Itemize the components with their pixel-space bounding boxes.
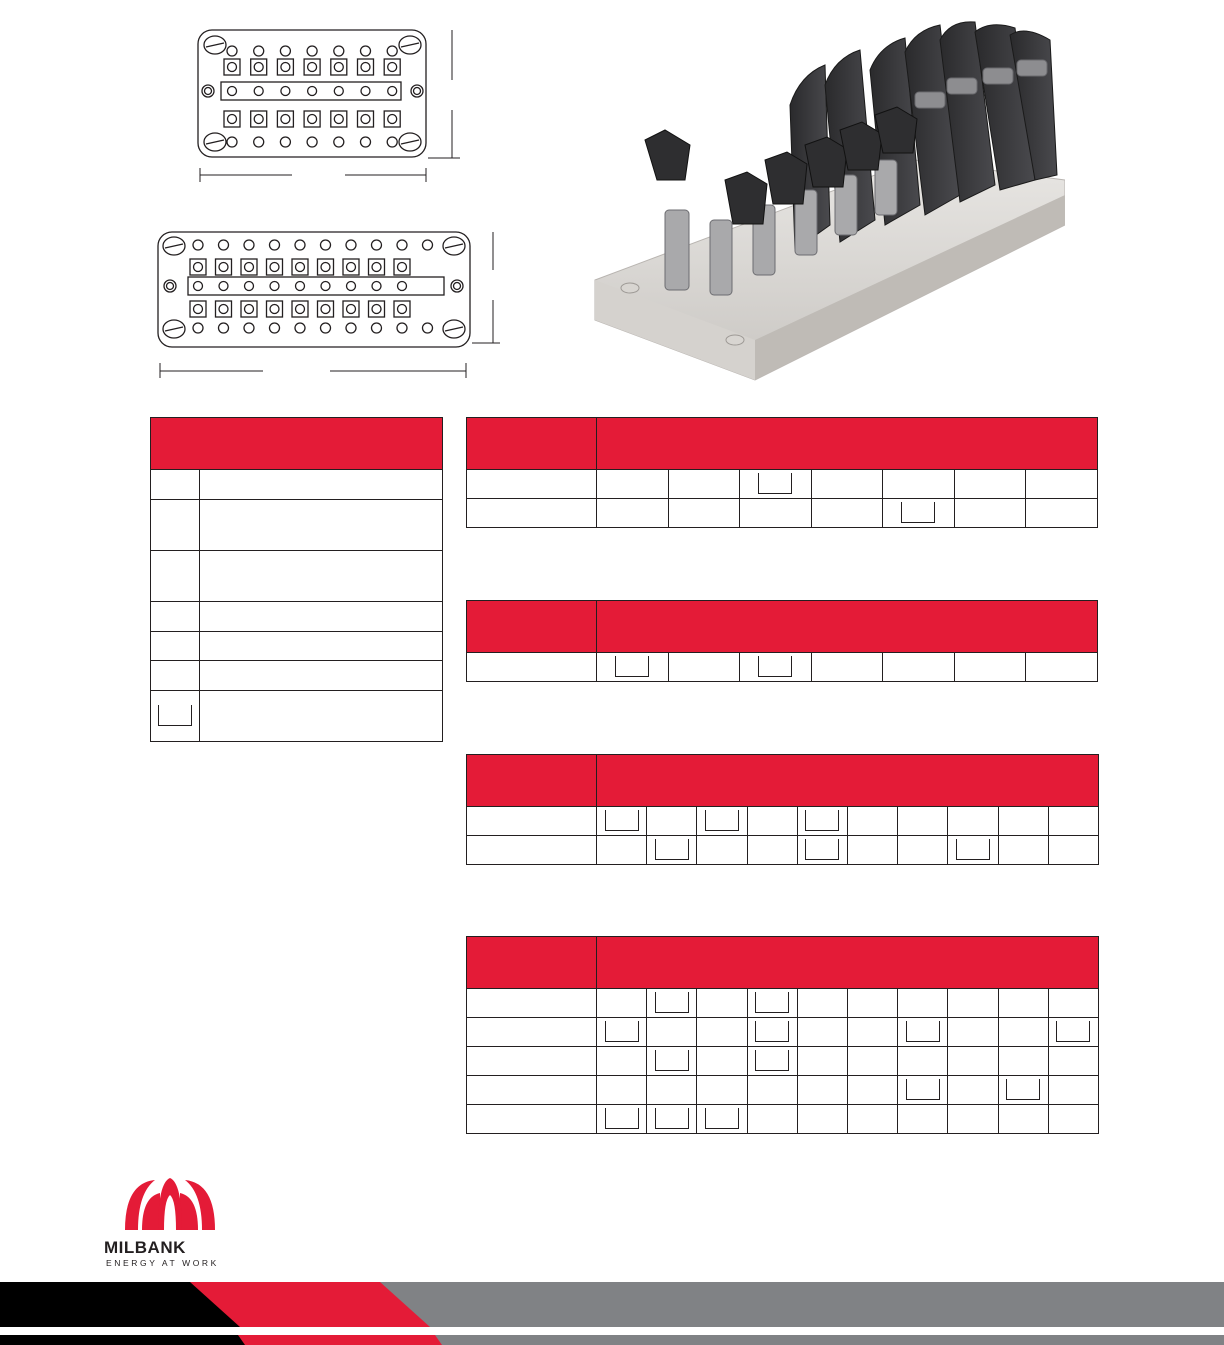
position-cell bbox=[797, 1018, 847, 1047]
terminal-hole bbox=[361, 46, 371, 56]
terminal-hole bbox=[193, 240, 203, 250]
position-cell bbox=[898, 836, 948, 865]
configuration-table-1 bbox=[466, 417, 1098, 528]
jaw-screw bbox=[321, 305, 330, 314]
position-cell bbox=[668, 499, 740, 528]
legend-description-cell bbox=[200, 602, 443, 632]
position-cell bbox=[747, 807, 797, 836]
position-cell bbox=[740, 470, 812, 499]
test-switch-product-photo bbox=[585, 20, 1065, 395]
table-header-row bbox=[467, 418, 1098, 470]
open-jaw-symbol bbox=[1056, 1021, 1090, 1042]
jaw-screw bbox=[334, 63, 343, 72]
footer-band bbox=[0, 1282, 1224, 1345]
jaw-screw bbox=[361, 115, 370, 124]
terminal-hole bbox=[280, 137, 290, 147]
table-header-row bbox=[467, 601, 1098, 653]
bar-hole bbox=[321, 282, 330, 291]
terminal-hole bbox=[307, 46, 317, 56]
position-cell bbox=[847, 1018, 897, 1047]
terminal-hole bbox=[361, 137, 371, 147]
jaw-terminal bbox=[384, 59, 400, 75]
bar-hole bbox=[254, 87, 263, 96]
bar-hole bbox=[296, 282, 305, 291]
position-cell bbox=[954, 653, 1026, 682]
jaw-terminal bbox=[190, 259, 206, 275]
jaw-screw bbox=[219, 263, 228, 272]
legend-symbol-cell bbox=[151, 500, 200, 551]
open-jaw-symbol bbox=[755, 992, 789, 1013]
legend-header-cell bbox=[151, 418, 443, 470]
position-cell bbox=[597, 1047, 647, 1076]
header-label-cell bbox=[467, 937, 597, 989]
open-jaw-symbol bbox=[705, 1108, 739, 1129]
bar-hole bbox=[194, 282, 203, 291]
terminal-hole bbox=[423, 323, 433, 333]
bar-hole bbox=[388, 87, 397, 96]
header-label-cell bbox=[467, 418, 597, 470]
position-cell bbox=[747, 1047, 797, 1076]
terminal-hole bbox=[321, 323, 331, 333]
position-cell bbox=[797, 989, 847, 1018]
header-positions-cell bbox=[597, 418, 1098, 470]
row-label-cell bbox=[467, 1076, 597, 1105]
table-row bbox=[467, 807, 1099, 836]
jaw-terminal bbox=[358, 111, 374, 127]
jaw-terminal bbox=[304, 59, 320, 75]
legend-table bbox=[150, 417, 443, 742]
position-cell bbox=[847, 1105, 897, 1134]
position-cell bbox=[1048, 1105, 1098, 1134]
jaw-terminal bbox=[216, 301, 232, 317]
terminal-hole bbox=[280, 46, 290, 56]
terminal-hole bbox=[254, 46, 264, 56]
open-jaw-symbol bbox=[605, 1108, 639, 1129]
position-cell bbox=[998, 836, 1048, 865]
position-cell bbox=[597, 989, 647, 1018]
position-cell bbox=[811, 470, 883, 499]
legend-symbol-cell bbox=[151, 470, 200, 500]
jaw-terminal bbox=[292, 301, 308, 317]
terminal-hole bbox=[387, 46, 397, 56]
table-row bbox=[467, 470, 1098, 499]
jaw-terminal bbox=[251, 59, 267, 75]
row-label-cell bbox=[467, 1105, 597, 1134]
position-cell bbox=[740, 499, 812, 528]
jaw-screw bbox=[388, 63, 397, 72]
terminal-hole bbox=[346, 240, 356, 250]
bar-hole bbox=[334, 87, 343, 96]
position-cell bbox=[847, 1047, 897, 1076]
jaw-terminal bbox=[251, 111, 267, 127]
jaw-terminal bbox=[318, 259, 334, 275]
open-jaw-symbol bbox=[906, 1079, 940, 1100]
position-cell bbox=[697, 807, 747, 836]
position-cell bbox=[747, 989, 797, 1018]
terminal-hole bbox=[346, 323, 356, 333]
terminal-hole bbox=[295, 323, 305, 333]
open-jaw-symbol bbox=[655, 992, 689, 1013]
open-jaw-symbol bbox=[605, 1021, 639, 1042]
open-jaw-symbol bbox=[755, 1021, 789, 1042]
position-cell bbox=[697, 1018, 747, 1047]
jaw-terminal bbox=[216, 259, 232, 275]
bar-hole bbox=[398, 282, 407, 291]
position-cell bbox=[898, 1047, 948, 1076]
open-jaw-symbol bbox=[705, 810, 739, 831]
jaw-terminal bbox=[384, 111, 400, 127]
nine-position-block-drawing bbox=[150, 225, 500, 385]
terminal-hole bbox=[254, 137, 264, 147]
bar-hole bbox=[270, 282, 279, 291]
jaw-screw bbox=[398, 305, 407, 314]
row-label-cell bbox=[467, 653, 597, 682]
jaw-terminal bbox=[318, 301, 334, 317]
position-cell bbox=[697, 1047, 747, 1076]
jaw-terminal bbox=[224, 59, 240, 75]
jaw-screw bbox=[361, 63, 370, 72]
position-cell bbox=[1048, 989, 1098, 1018]
terminal-hole bbox=[423, 240, 433, 250]
position-cell bbox=[1048, 1076, 1098, 1105]
terminal-hole bbox=[307, 137, 317, 147]
jaw-terminal bbox=[331, 59, 347, 75]
position-cell bbox=[647, 989, 697, 1018]
position-cell bbox=[668, 470, 740, 499]
position-cell bbox=[747, 1076, 797, 1105]
position-cell bbox=[647, 1047, 697, 1076]
position-cell bbox=[847, 836, 897, 865]
jaw-screw bbox=[388, 115, 397, 124]
jaw-screw bbox=[245, 305, 254, 314]
terminal-hole bbox=[270, 323, 280, 333]
table-row bbox=[467, 1105, 1099, 1134]
open-jaw-symbol bbox=[805, 810, 839, 831]
open-jaw-symbol bbox=[956, 839, 990, 860]
jaw-terminal bbox=[277, 111, 293, 127]
row-label-cell bbox=[467, 1047, 597, 1076]
open-jaw-symbol bbox=[901, 502, 935, 523]
position-cell bbox=[1048, 1018, 1098, 1047]
position-cell bbox=[998, 1105, 1048, 1134]
seven-position-block-drawing bbox=[190, 25, 470, 185]
terminal-hole bbox=[321, 240, 331, 250]
position-cell bbox=[1026, 499, 1098, 528]
position-cell bbox=[954, 470, 1026, 499]
position-cell bbox=[883, 470, 955, 499]
position-cell bbox=[597, 1076, 647, 1105]
jaw-terminal bbox=[241, 259, 257, 275]
table-row bbox=[467, 989, 1099, 1018]
position-cell bbox=[697, 1076, 747, 1105]
table-row bbox=[467, 499, 1098, 528]
position-cell bbox=[597, 836, 647, 865]
brand-name: MILBANK bbox=[104, 1238, 186, 1257]
jaw-screw bbox=[228, 115, 237, 124]
jaw-terminal bbox=[369, 301, 385, 317]
open-jaw-symbol bbox=[755, 1050, 789, 1071]
position-cell bbox=[948, 1105, 998, 1134]
legend-symbol-cell bbox=[151, 602, 200, 632]
jaw-terminal bbox=[394, 259, 410, 275]
jaw-terminal bbox=[277, 59, 293, 75]
legend-row bbox=[151, 500, 443, 551]
position-cell bbox=[898, 1018, 948, 1047]
position-cell bbox=[948, 807, 998, 836]
position-cell bbox=[747, 1018, 797, 1047]
position-cell bbox=[747, 1105, 797, 1134]
open-jaw-symbol bbox=[615, 656, 649, 677]
jaw-screw bbox=[321, 263, 330, 272]
jaw-screw bbox=[372, 305, 381, 314]
terminal-hole bbox=[193, 323, 203, 333]
position-cell bbox=[1026, 470, 1098, 499]
jaw-terminal bbox=[331, 111, 347, 127]
position-cell bbox=[898, 989, 948, 1018]
position-cell bbox=[998, 1076, 1048, 1105]
position-cell bbox=[847, 989, 897, 1018]
legend-symbol-cell bbox=[151, 551, 200, 602]
bar-hole bbox=[372, 282, 381, 291]
open-jaw-symbol bbox=[605, 810, 639, 831]
position-cell bbox=[898, 1105, 948, 1134]
open-jaw-symbol bbox=[655, 1108, 689, 1129]
row-label-cell bbox=[467, 499, 597, 528]
position-cell bbox=[1048, 1047, 1098, 1076]
legend-header-row bbox=[151, 418, 443, 470]
position-cell bbox=[740, 653, 812, 682]
terminal-hole bbox=[372, 323, 382, 333]
position-cell bbox=[847, 1076, 897, 1105]
terminal-hole bbox=[295, 240, 305, 250]
open-jaw-symbol bbox=[906, 1021, 940, 1042]
terminal-hole bbox=[227, 137, 237, 147]
jaw-screw bbox=[254, 115, 263, 124]
position-cell bbox=[697, 836, 747, 865]
jaw-screw bbox=[254, 63, 263, 72]
jaw-terminal bbox=[267, 259, 283, 275]
header-label-cell bbox=[467, 755, 597, 807]
open-jaw-symbol bbox=[158, 705, 192, 726]
position-cell bbox=[797, 836, 847, 865]
position-cell bbox=[797, 1076, 847, 1105]
position-cell bbox=[954, 499, 1026, 528]
bar-hole bbox=[245, 282, 254, 291]
table-header-row bbox=[467, 937, 1099, 989]
legend-description-cell bbox=[200, 500, 443, 551]
jaw-screw bbox=[308, 115, 317, 124]
position-cell bbox=[697, 1105, 747, 1134]
position-cell bbox=[898, 1076, 948, 1105]
position-cell bbox=[948, 1018, 998, 1047]
jaw-screw bbox=[270, 305, 279, 314]
position-cell bbox=[747, 836, 797, 865]
bar-hole bbox=[361, 87, 370, 96]
position-cell bbox=[998, 1047, 1048, 1076]
jaw-screw bbox=[308, 63, 317, 72]
terminal-hole bbox=[397, 323, 407, 333]
row-label-cell bbox=[467, 807, 597, 836]
open-jaw-symbol bbox=[758, 656, 792, 677]
jaw-terminal bbox=[369, 259, 385, 275]
legend-row bbox=[151, 470, 443, 500]
legend-symbol-cell bbox=[151, 632, 200, 661]
position-cell bbox=[797, 807, 847, 836]
row-label-cell bbox=[467, 470, 597, 499]
position-cell bbox=[697, 989, 747, 1018]
jaw-terminal bbox=[292, 259, 308, 275]
position-cell bbox=[597, 807, 647, 836]
legend-row bbox=[151, 551, 443, 602]
terminal-hole bbox=[270, 240, 280, 250]
jaw-screw bbox=[372, 263, 381, 272]
terminal-hole bbox=[219, 323, 229, 333]
brand-tagline: ENERGY AT WORK bbox=[106, 1258, 219, 1268]
position-cell bbox=[647, 807, 697, 836]
position-cell bbox=[998, 989, 1048, 1018]
position-cell bbox=[647, 836, 697, 865]
position-cell bbox=[883, 653, 955, 682]
bar-hole bbox=[228, 87, 237, 96]
legend-row bbox=[151, 661, 443, 691]
position-cell bbox=[948, 836, 998, 865]
table-row bbox=[467, 836, 1099, 865]
open-jaw-symbol bbox=[758, 473, 792, 494]
open-jaw-symbol bbox=[655, 1050, 689, 1071]
jaw-terminal bbox=[304, 111, 320, 127]
legend-description-cell bbox=[200, 551, 443, 602]
jaw-screw bbox=[194, 305, 203, 314]
jaw-screw bbox=[398, 263, 407, 272]
jaw-terminal bbox=[224, 111, 240, 127]
terminal-hole bbox=[387, 137, 397, 147]
legend-description-cell bbox=[200, 661, 443, 691]
terminal-hole bbox=[244, 240, 254, 250]
position-cell bbox=[998, 1018, 1048, 1047]
jaw-screw bbox=[281, 63, 290, 72]
header-positions-cell bbox=[597, 601, 1098, 653]
position-cell bbox=[898, 807, 948, 836]
position-cell bbox=[948, 989, 998, 1018]
position-cell bbox=[811, 653, 883, 682]
position-cell bbox=[597, 653, 669, 682]
terminal-hole bbox=[372, 240, 382, 250]
position-cell bbox=[597, 1105, 647, 1134]
position-cell bbox=[797, 1105, 847, 1134]
table-header-row bbox=[467, 755, 1099, 807]
position-cell bbox=[883, 499, 955, 528]
table-row bbox=[467, 653, 1098, 682]
header-label-cell bbox=[467, 601, 597, 653]
terminal-hole bbox=[334, 46, 344, 56]
bar-hole bbox=[347, 282, 356, 291]
header-positions-cell bbox=[597, 937, 1099, 989]
jaw-screw bbox=[281, 115, 290, 124]
position-cell bbox=[1026, 653, 1098, 682]
terminal-hole bbox=[227, 46, 237, 56]
terminal-hole bbox=[219, 240, 229, 250]
jaw-screw bbox=[347, 263, 356, 272]
position-cell bbox=[998, 807, 1048, 836]
jaw-screw bbox=[270, 263, 279, 272]
terminal-hole bbox=[397, 240, 407, 250]
jaw-screw bbox=[334, 115, 343, 124]
position-cell bbox=[1048, 807, 1098, 836]
position-cell bbox=[597, 499, 669, 528]
jaw-terminal bbox=[190, 301, 206, 317]
bar-hole bbox=[219, 282, 228, 291]
position-cell bbox=[647, 1105, 697, 1134]
jaw-screw bbox=[228, 63, 237, 72]
jaw-terminal bbox=[343, 259, 359, 275]
position-cell bbox=[811, 499, 883, 528]
jaw-terminal bbox=[394, 301, 410, 317]
table-row bbox=[467, 1018, 1099, 1047]
position-cell bbox=[948, 1047, 998, 1076]
position-cell bbox=[1048, 836, 1098, 865]
legend-description-cell bbox=[200, 632, 443, 661]
jaw-screw bbox=[245, 263, 254, 272]
jaw-screw bbox=[296, 305, 305, 314]
jaw-terminal bbox=[241, 301, 257, 317]
jaw-screw bbox=[347, 305, 356, 314]
position-cell bbox=[597, 470, 669, 499]
jaw-terminal bbox=[358, 59, 374, 75]
jaw-terminal bbox=[343, 301, 359, 317]
position-cell bbox=[647, 1018, 697, 1047]
table-row bbox=[467, 1047, 1099, 1076]
legend-description-cell bbox=[200, 470, 443, 500]
row-label-cell bbox=[467, 989, 597, 1018]
bar-hole bbox=[308, 87, 317, 96]
row-label-cell bbox=[467, 1018, 597, 1047]
legend-row bbox=[151, 691, 443, 742]
row-label-cell bbox=[467, 836, 597, 865]
legend-description-cell bbox=[200, 691, 443, 742]
legend-symbol-cell bbox=[151, 691, 200, 742]
bar-hole bbox=[281, 87, 290, 96]
table-row bbox=[467, 1076, 1099, 1105]
header-positions-cell bbox=[597, 755, 1099, 807]
jaw-screw bbox=[219, 305, 228, 314]
configuration-table-2 bbox=[466, 600, 1098, 682]
jaw-terminal bbox=[267, 301, 283, 317]
position-cell bbox=[797, 1047, 847, 1076]
terminal-hole bbox=[334, 137, 344, 147]
position-cell bbox=[597, 1018, 647, 1047]
open-jaw-symbol bbox=[655, 839, 689, 860]
legend-row bbox=[151, 632, 443, 661]
position-cell bbox=[668, 653, 740, 682]
configuration-table-4 bbox=[466, 936, 1099, 1134]
jaw-screw bbox=[296, 263, 305, 272]
legend-row bbox=[151, 602, 443, 632]
open-jaw-symbol bbox=[805, 839, 839, 860]
position-cell bbox=[647, 1076, 697, 1105]
jaw-screw bbox=[194, 263, 203, 272]
position-cell bbox=[847, 807, 897, 836]
position-cell bbox=[948, 1076, 998, 1105]
terminal-hole bbox=[244, 323, 254, 333]
open-jaw-symbol bbox=[1006, 1079, 1040, 1100]
configuration-table-3 bbox=[466, 754, 1099, 865]
legend-symbol-cell bbox=[151, 661, 200, 691]
